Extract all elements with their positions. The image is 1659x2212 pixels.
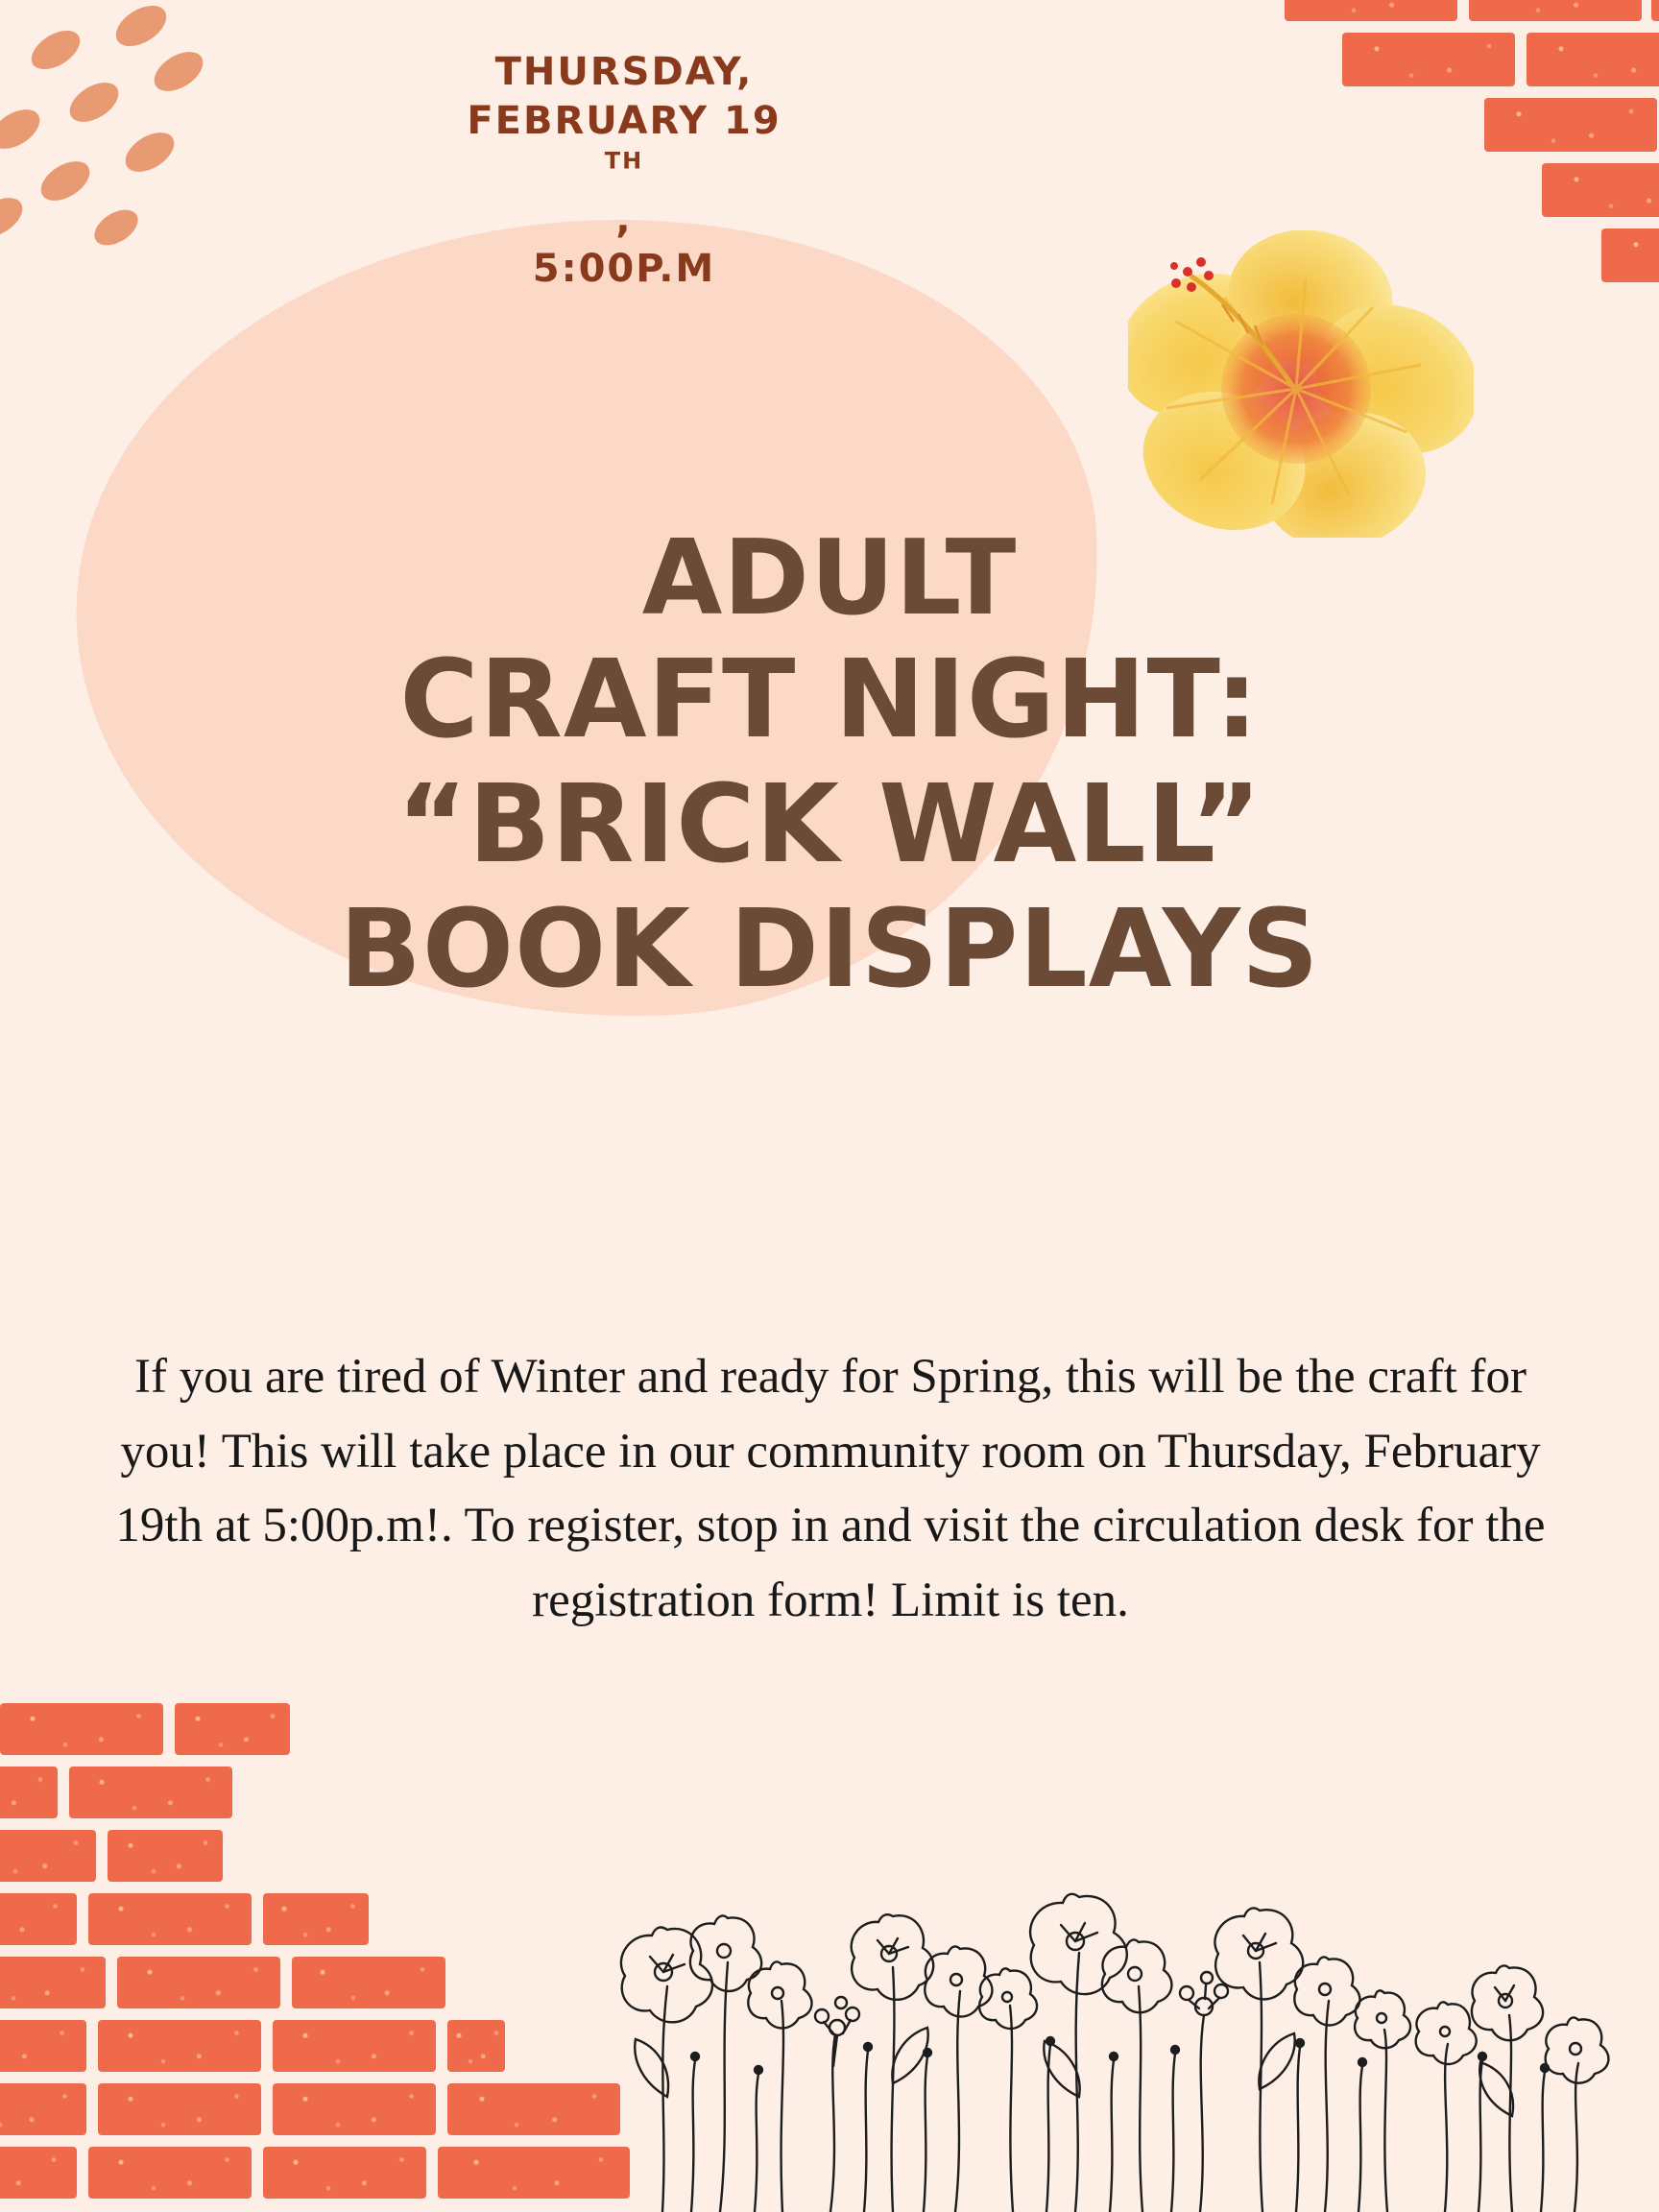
line-art-wildflowers xyxy=(576,1809,1659,2212)
title-line-2: CRAFT NIGHT: xyxy=(399,637,1260,763)
date-line-3: 5:00P.M xyxy=(532,246,716,291)
date-line-2: FEBRUARY 19 $^{TH}$ , xyxy=(467,99,781,242)
event-description: If you are tired of Winter and ready for Spring, this will be the craft for you! This will take place in our community room on Thursday, February 19th at 5:00p.m!. To register, stop in and visit the circulation desk for the registration form! Limit is ten. xyxy=(115,1350,1546,1627)
event-date-header xyxy=(384,48,864,294)
date-line-1: THURSDAY, xyxy=(494,50,754,94)
title-line-3: “BRICK WALL” xyxy=(397,762,1262,888)
poster-title xyxy=(86,518,1573,1013)
title-line-4: BOOK DISPLAYS xyxy=(339,887,1320,1013)
title-line-1: ADULT xyxy=(641,518,1018,638)
hibiscus-flower-icon xyxy=(1128,230,1474,538)
dash-pattern-top-left xyxy=(0,0,288,269)
